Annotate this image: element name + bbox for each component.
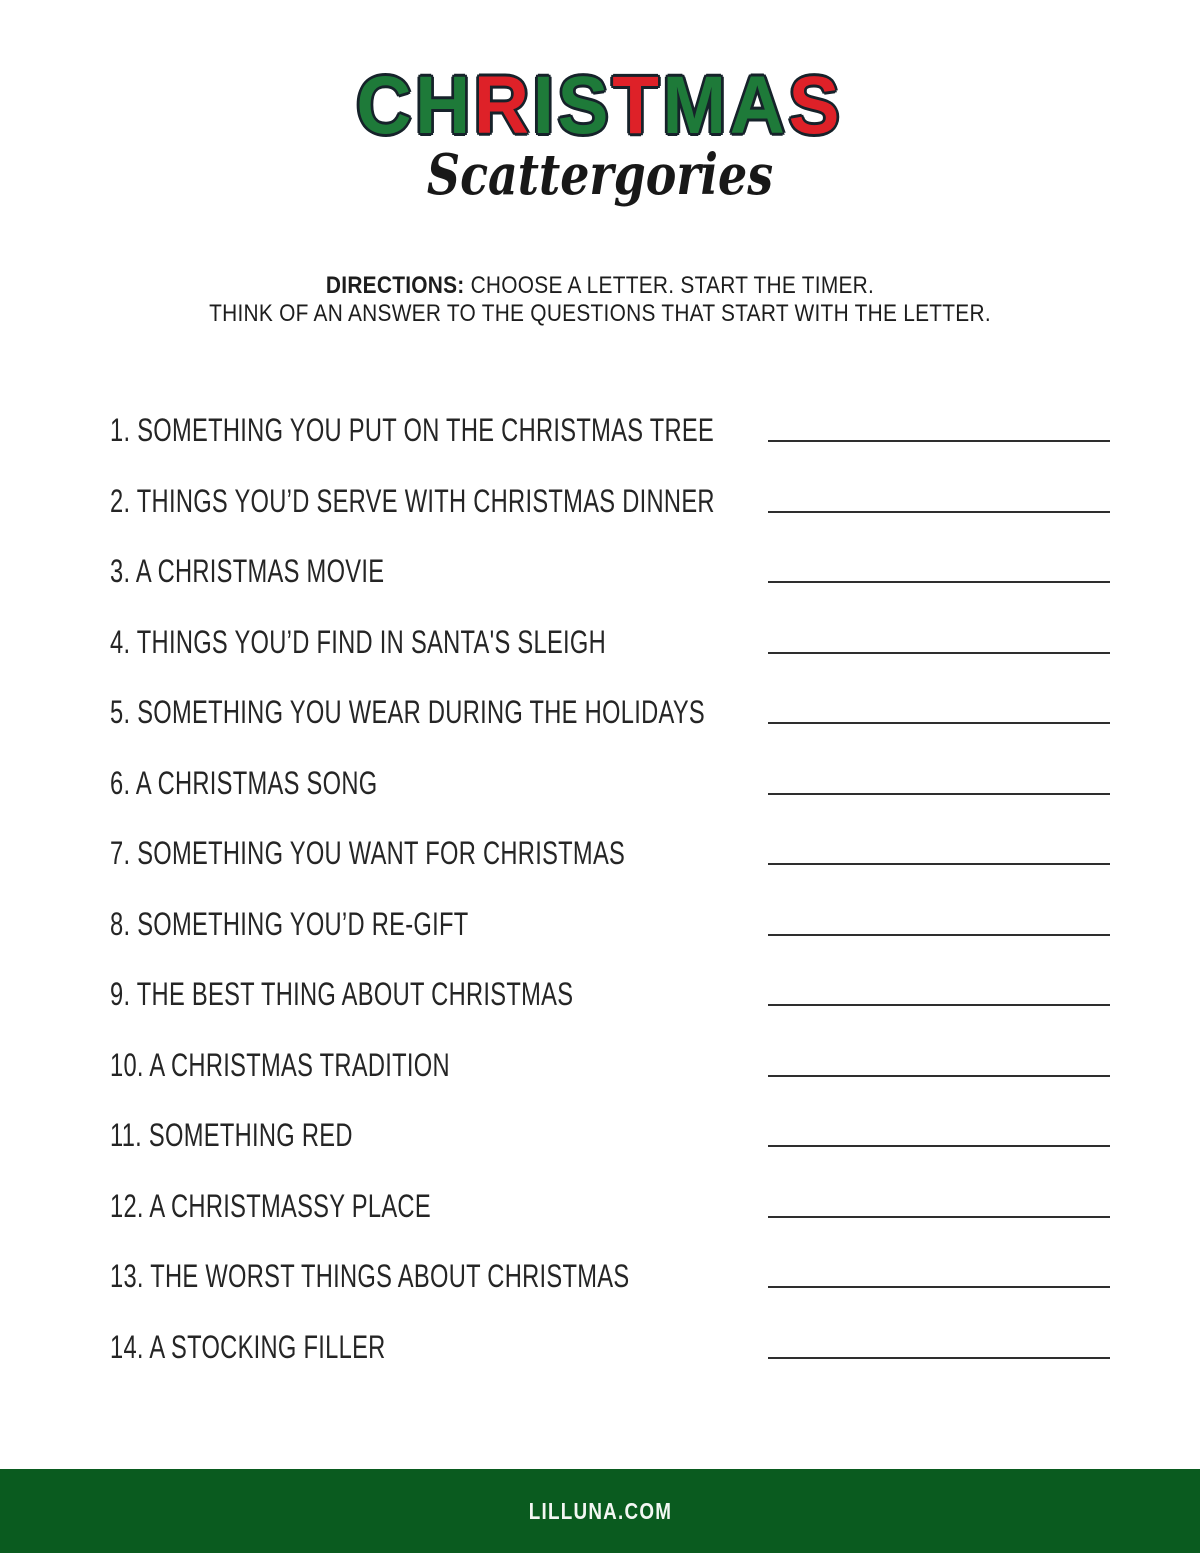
question-text: 6. A CHRISTMAS SONG xyxy=(110,764,378,801)
title-letter: I xyxy=(532,60,558,151)
answer-line xyxy=(768,511,1110,513)
question-row xyxy=(110,1187,1110,1224)
question-row xyxy=(110,837,1110,871)
question-row xyxy=(110,555,1110,589)
answer-line xyxy=(768,1357,1110,1359)
question-row xyxy=(110,905,1110,942)
title-letter: A xyxy=(730,60,789,151)
answer-line xyxy=(768,793,1110,795)
title-letter: T xyxy=(612,60,663,151)
question-row xyxy=(110,696,1110,730)
question-text: 12. A CHRISTMASSY PLACE xyxy=(110,1187,431,1224)
answer-line xyxy=(768,1004,1110,1006)
title-letter: M xyxy=(662,60,731,151)
title-letter: S xyxy=(788,60,844,151)
directions-line2: THINK OF AN ANSWER TO THE QUESTIONS THAT START WITH THE LETTER. xyxy=(209,300,991,327)
title-subtitle: Scattergories xyxy=(426,142,774,208)
title-letter: C xyxy=(356,60,416,151)
title-letter: H xyxy=(415,60,475,151)
answer-line xyxy=(768,1075,1110,1077)
question-text: 7. SOMETHING YOU WANT FOR CHRISTMAS xyxy=(110,835,626,871)
answer-line xyxy=(768,863,1110,865)
title-letter: S xyxy=(557,60,613,151)
question-text: 13. THE WORST THINGS ABOUT CHRISTMAS xyxy=(110,1258,630,1294)
answer-line xyxy=(768,1216,1110,1218)
question-text: 1. SOMETHING YOU PUT ON THE CHRISTMAS TREE xyxy=(110,412,715,448)
question-row xyxy=(110,482,1110,519)
question-row xyxy=(110,623,1110,660)
question-text: 9. THE BEST THING ABOUT CHRISTMAS xyxy=(110,976,574,1012)
answer-line xyxy=(768,581,1110,583)
answer-line xyxy=(768,722,1110,724)
question-row xyxy=(110,1260,1110,1294)
question-text: 14. A STOCKING FILLER xyxy=(110,1328,386,1365)
answer-line xyxy=(768,1145,1110,1147)
footer-bar xyxy=(0,1469,1200,1553)
question-row xyxy=(110,1046,1110,1083)
question-row xyxy=(110,978,1110,1012)
question-text: 8. SOMETHING YOU’D RE-GIFT xyxy=(110,905,469,942)
directions-label: DIRECTIONS: xyxy=(325,272,465,299)
directions-line1-rest: CHOOSE A LETTER. START THE TIMER. xyxy=(464,272,875,299)
answer-line xyxy=(768,1286,1110,1288)
answer-line xyxy=(768,934,1110,936)
answer-line xyxy=(768,440,1110,442)
question-row xyxy=(110,1328,1110,1365)
answer-line xyxy=(768,652,1110,654)
question-text: 11. SOMETHING RED xyxy=(110,1117,353,1153)
title-letter: R xyxy=(474,60,533,151)
footer-site-label: LILLUNA.COM xyxy=(528,1497,672,1524)
question-row xyxy=(110,414,1110,448)
question-text: 5. SOMETHING YOU WEAR DURING THE HOLIDAYS xyxy=(110,694,706,730)
question-text: 2. THINGS YOU’D SERVE WITH CHRISTMAS DINNER xyxy=(110,482,715,519)
question-row xyxy=(110,1119,1110,1153)
question-text: 3. A CHRISTMAS MOVIE xyxy=(110,553,385,589)
question-text: 10. A CHRISTMAS TRADITION xyxy=(110,1046,450,1083)
question-text: 4. THINGS YOU’D FIND IN SANTA'S SLEIGH xyxy=(110,623,607,660)
question-row xyxy=(110,764,1110,801)
